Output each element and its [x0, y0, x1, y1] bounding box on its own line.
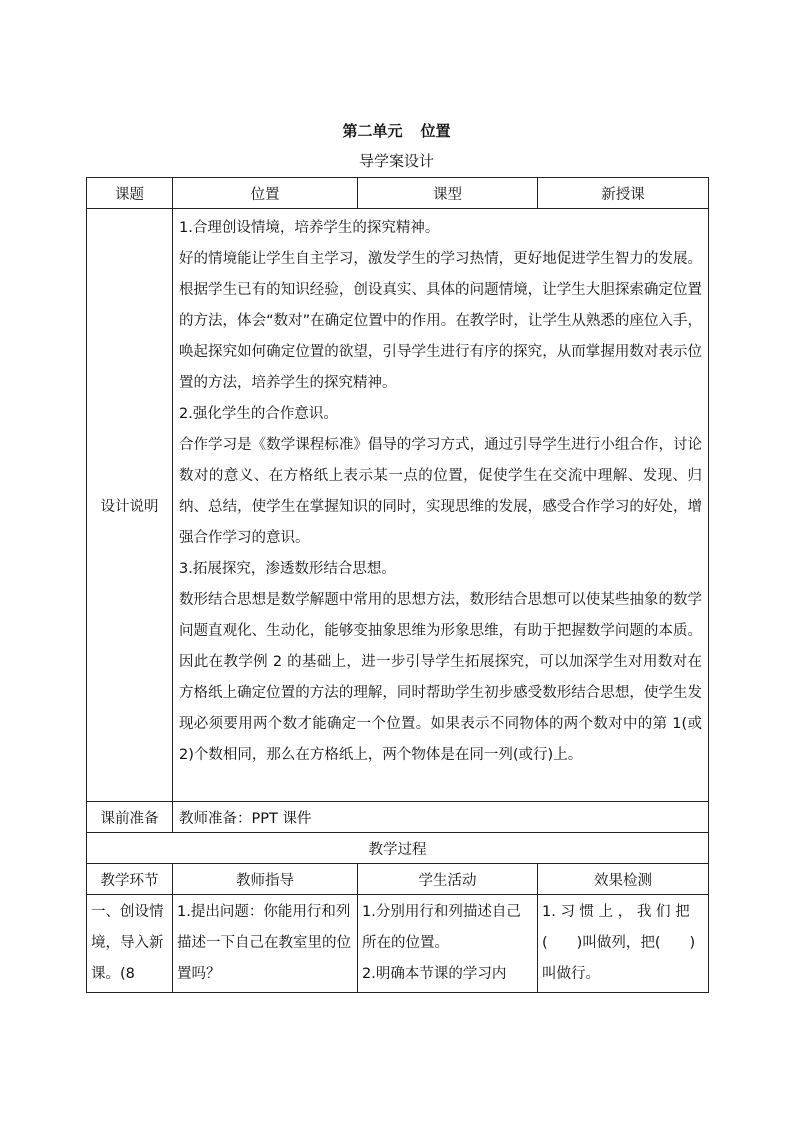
process-title: 教学过程 — [87, 833, 709, 864]
lesson-plan-table — [86, 177, 709, 993]
design-paragraph: 好的情境能让学生自主学习，激发学生的学习热情，更好地促进学生智力的发展。根据学生已有的知识经验，创设真实、具体的问题情境，让学生大胆探索确定位置的方法，体会“数对”在确定位置中的作用。在教学时，让学生从熟悉的座位入手，唤起探究如何确定位置的欲望，引导学生进行有序的探究，从而掌握用数对表示位置的方法，培养学生的探究精神。 — [179, 251, 702, 391]
column-header: 学生活动 — [358, 864, 538, 895]
unit-title — [0, 120, 793, 141]
page-subtitle: 导学案设计 — [358, 152, 434, 170]
prep-label: 课前准备 — [87, 802, 173, 833]
process-header-row — [87, 864, 709, 895]
design-content — [173, 209, 709, 802]
design-paragraph: 1.合理创设情境，培养学生的探究精神。 — [179, 220, 440, 236]
design-row — [87, 209, 709, 802]
design-paragraph: 数形结合思想是数学解题中常用的思想方法，数形结合思想可以使某些抽象的数学问题直观化、生动化，能够变抽象思维为形象思维，有助于把握数学问题的本质。因此在教学例 2 的基础上，进一步引导学生拓展探究，可以加深学生对用数对在方格纸上确定位置的方法的理解，同时帮助学生初步感受数形结合思想，使学生发现必须要用两个数才能确定一个位置。如果表示不同物体的两个数对中的第 1(或 2)个数相同，那么在方格纸上，两个物体是在同一列(或行)上。 — [179, 592, 702, 763]
topic-value: 位置 — [173, 178, 358, 209]
unit-topic: 位置 — [420, 122, 451, 140]
column-header: 效果检测 — [538, 864, 709, 895]
process-row — [87, 895, 709, 993]
column-header: 教师指导 — [173, 864, 358, 895]
design-paragraph: 2.强化学生的合作意识。 — [179, 406, 338, 422]
topic-row — [87, 178, 709, 209]
prep-value: 教师准备：PPT 课件 — [173, 802, 709, 833]
process-title-row — [87, 833, 709, 864]
student-activity: 2.明确本节课的学习内 — [362, 966, 507, 982]
lesson-type-label: 课型 — [358, 178, 538, 209]
check-cell: 1. 习 惯 上 ， 我 们 把 ( )叫做列，把( )叫做行。 — [538, 895, 709, 993]
topic-label: 课题 — [87, 178, 173, 209]
stage-cell: 一、创设情境，导入新课。(8 — [87, 895, 173, 993]
design-paragraph: 3.拓展探究，渗透数形结合思想。 — [179, 561, 396, 577]
column-header: 教学环节 — [87, 864, 173, 895]
student-cell — [358, 895, 538, 993]
unit-label: 第二单元 — [342, 122, 403, 140]
design-paragraph: 合作学习是《数学课程标准》倡导的学习方式，通过引导学生进行小组合作，讨论数对的意义、在方格纸上表示某一点的位置，促使学生在交流中理解、发现、归纳、总结，使学生在掌握知识的同时，实现思维的发展，感受合作学习的好处，增强合作学习的意识。 — [179, 437, 702, 546]
design-label: 设计说明 — [87, 209, 173, 802]
prep-row — [87, 802, 709, 833]
lesson-type-value: 新授课 — [538, 178, 709, 209]
student-activity: 1.分别用行和列描述自己所在的位置。 — [362, 904, 521, 951]
teacher-cell: 1.提出问题：你能用行和列描述一下自己在教室里的位置吗？ — [173, 895, 358, 993]
